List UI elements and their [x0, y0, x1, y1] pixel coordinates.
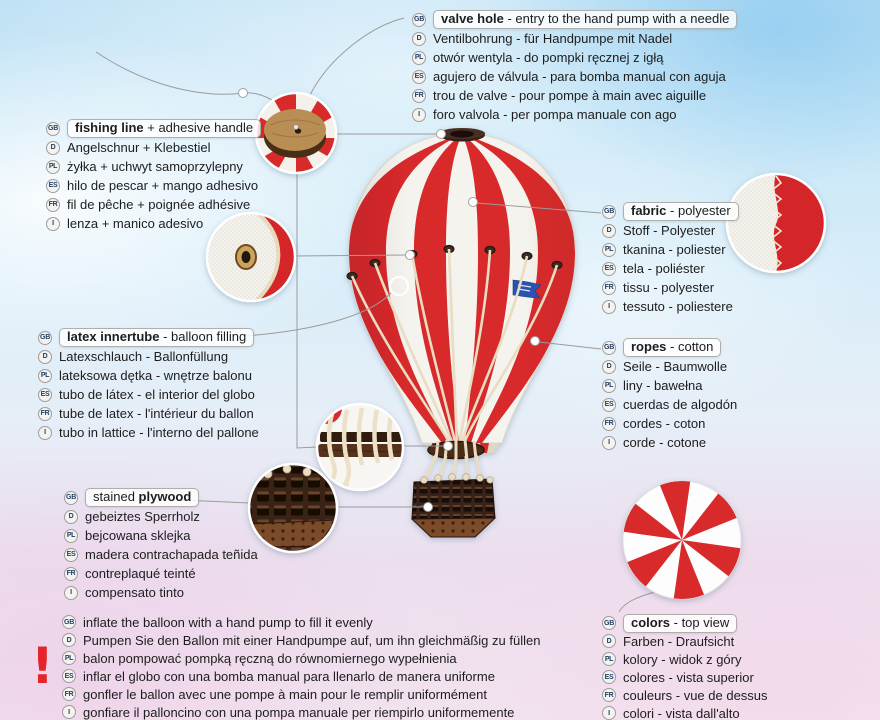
row-text: tissu - polyester: [623, 280, 715, 295]
row-text: hilo de pescar + mango adhesivo: [67, 178, 259, 193]
term-fabric: fabric - polyester: [623, 202, 739, 221]
lang-badge-pl: PL: [602, 379, 616, 393]
section-colors: [602, 614, 768, 720]
section-valve-hole: [412, 10, 737, 124]
lang-badge-pl: PL: [602, 652, 616, 666]
row-text: Pumpen Sie den Ballon mit einer Handpumpe auf, um ihn gleichmäßig zu füllen: [83, 632, 541, 648]
lang-badge-fr: FR: [602, 688, 616, 702]
lang-badge-i: I: [602, 436, 616, 450]
row-text: kolory - widok z góry: [623, 651, 742, 667]
row-text: inflar el globo con una bomba manual para llenarlo de manera uniforme: [83, 668, 495, 684]
fishing-line-node: [239, 89, 248, 98]
row-text: tube de latex - l'intérieur du ballon: [59, 406, 254, 421]
colors-leader: [619, 592, 655, 612]
lang-badge-es: ES: [602, 670, 616, 684]
lang-badge-es: ES: [62, 669, 76, 683]
section-stained-plywood: [64, 488, 258, 602]
vertical-connector: [297, 172, 318, 448]
section-fabric: [602, 202, 739, 316]
row-text: tkanina - poliester: [623, 242, 726, 257]
row-text: madera contrachapada teñida: [85, 547, 258, 562]
section-inflate-instructions: [62, 613, 540, 720]
lang-badge-d: D: [602, 634, 616, 648]
row-text: foro valvola - per pompa manuale con ago: [433, 107, 677, 122]
row-text: colori - vista dall'alto: [623, 705, 740, 720]
ropes-node: [531, 337, 540, 346]
row-text: colores - vista superior: [623, 669, 754, 685]
term-latex-innertube: latex innertube - balloon filling: [59, 328, 254, 347]
ring-node: [444, 442, 453, 451]
row-text: bejcowana sklejka: [85, 528, 191, 543]
row-text: tessuto - poliestere: [623, 299, 733, 314]
lang-badge-es: ES: [602, 398, 616, 412]
valve-label-leader: [310, 18, 404, 95]
lang-badge-es: ES: [64, 548, 78, 562]
lang-badge-fr: FR: [64, 567, 78, 581]
row-text: Ventilbohrung - für Handpumpe mit Nadel: [433, 31, 673, 46]
row-text: corde - cotone: [623, 435, 707, 450]
lang-badge-d: D: [412, 32, 426, 46]
lang-badge-fr: FR: [602, 417, 616, 431]
row-text: tubo in lattice - l'interno del pallone: [59, 425, 259, 440]
fabric-node: [469, 198, 478, 207]
lang-badge-i: I: [46, 217, 60, 231]
lang-badge-fr: FR: [412, 89, 426, 103]
row-text: Farben - Draufsicht: [623, 633, 735, 649]
lang-badge-i: I: [412, 108, 426, 122]
row-text: Latexschlauch - Ballonfüllung: [59, 349, 229, 364]
term-valve-hole: valve hole - entry to the hand pump with a needle: [433, 10, 737, 29]
row-text: Angelschnur + Klebestiel: [67, 140, 211, 155]
basket-node: [424, 503, 433, 512]
lang-badge-es: ES: [602, 262, 616, 276]
row-text: lenza + manico adesivo: [67, 216, 204, 231]
lang-badge-d: D: [46, 141, 60, 155]
term-ropes: ropes - cotton: [623, 338, 721, 357]
lang-badge-i: I: [602, 706, 616, 720]
warning-exclamation-mark: !: [31, 637, 54, 695]
lang-badge-i: I: [64, 586, 78, 600]
lang-badge-d: D: [64, 510, 78, 524]
lang-badge-i: I: [38, 426, 52, 440]
lang-badge-es: ES: [412, 70, 426, 84]
term-colors: colors - top view: [623, 614, 737, 633]
lang-badge-gb: GB: [602, 341, 616, 355]
row-text: tubo de látex - el interior del globo: [59, 387, 255, 402]
row-text: couleurs - vue de dessus: [623, 687, 768, 703]
colors-top-view-circle: [623, 481, 741, 599]
row-text: cuerdas de algodón: [623, 397, 738, 412]
lang-badge-fr: FR: [62, 687, 76, 701]
lang-badge-gb: GB: [46, 122, 60, 136]
lang-badge-es: ES: [38, 388, 52, 402]
lang-badge-pl: PL: [38, 369, 52, 383]
lang-badge-d: D: [38, 350, 52, 364]
row-text: Stoff - Polyester: [623, 223, 716, 238]
lang-badge-es: ES: [46, 179, 60, 193]
row-text: liny - bawełna: [623, 378, 703, 393]
lang-badge-d: D: [62, 633, 76, 647]
term-stained-plywood: stained plywood: [85, 488, 199, 507]
lang-badge-gb: GB: [602, 205, 616, 219]
row-text: żyłka + uchwyt samoprzylepny: [67, 159, 243, 174]
row-text: gebeiztes Sperrholz: [85, 509, 200, 524]
row-text: contreplaqué teinté: [85, 566, 196, 581]
lang-badge-gb: GB: [64, 491, 78, 505]
lang-badge-i: I: [62, 705, 76, 719]
section-latex-innertube: [38, 328, 259, 442]
row-text: Seile - Baumwolle: [623, 359, 728, 374]
row-text: compensato tinto: [85, 585, 185, 600]
lang-badge-gb: GB: [62, 615, 76, 629]
row-text: agujero de válvula - para bomba manual con aguja: [433, 69, 726, 84]
lang-badge-pl: PL: [64, 529, 78, 543]
lang-badge-pl: PL: [62, 651, 76, 665]
lang-badge-pl: PL: [602, 243, 616, 257]
row-text: lateksowa dętka - wnętrze balonu: [59, 368, 252, 383]
lang-badge-fr: FR: [46, 198, 60, 212]
needle-pin: [294, 125, 299, 130]
lang-badge-gb: GB: [412, 13, 426, 27]
lang-badge-i: I: [602, 300, 616, 314]
lang-badge-pl: PL: [46, 160, 60, 174]
term-fishing-line: fishing line + adhesive handle: [67, 119, 261, 138]
row-text: inflate the balloon with a hand pump to fill it evenly: [83, 614, 373, 630]
row-text: gonfiare il palloncino con una pompa manuale per riempirlo uniformemente: [83, 704, 515, 720]
row-text: tela - poliéster: [623, 261, 705, 276]
section-ropes: [602, 338, 737, 452]
row-text: trou de valve - pour pompe à main avec aiguille: [433, 88, 707, 103]
fabric-detail-circle: [727, 174, 828, 272]
row-text: fil de pêche + poignée adhésive: [67, 197, 251, 212]
lang-badge-d: D: [602, 360, 616, 374]
lang-badge-gb: GB: [38, 331, 52, 345]
row-text: otwór wentyla - do pompki ręcznej z igłą: [433, 50, 664, 65]
grommet-node: [406, 251, 415, 260]
row-text: gonfler le ballon avec une pompe à main pour le remplir uniformément: [83, 686, 487, 702]
valve-node: [437, 130, 446, 139]
row-text: balon pompować pompką ręczną do równomiernego wypełnienia: [83, 650, 457, 666]
section-fishing-line: [46, 119, 261, 233]
lang-badge-d: D: [602, 224, 616, 238]
lang-badge-pl: PL: [412, 51, 426, 65]
row-text: cordes - coton: [623, 416, 706, 431]
lang-badge-fr: FR: [38, 407, 52, 421]
lang-badge-fr: FR: [602, 281, 616, 295]
lang-badge-gb: GB: [602, 616, 616, 630]
